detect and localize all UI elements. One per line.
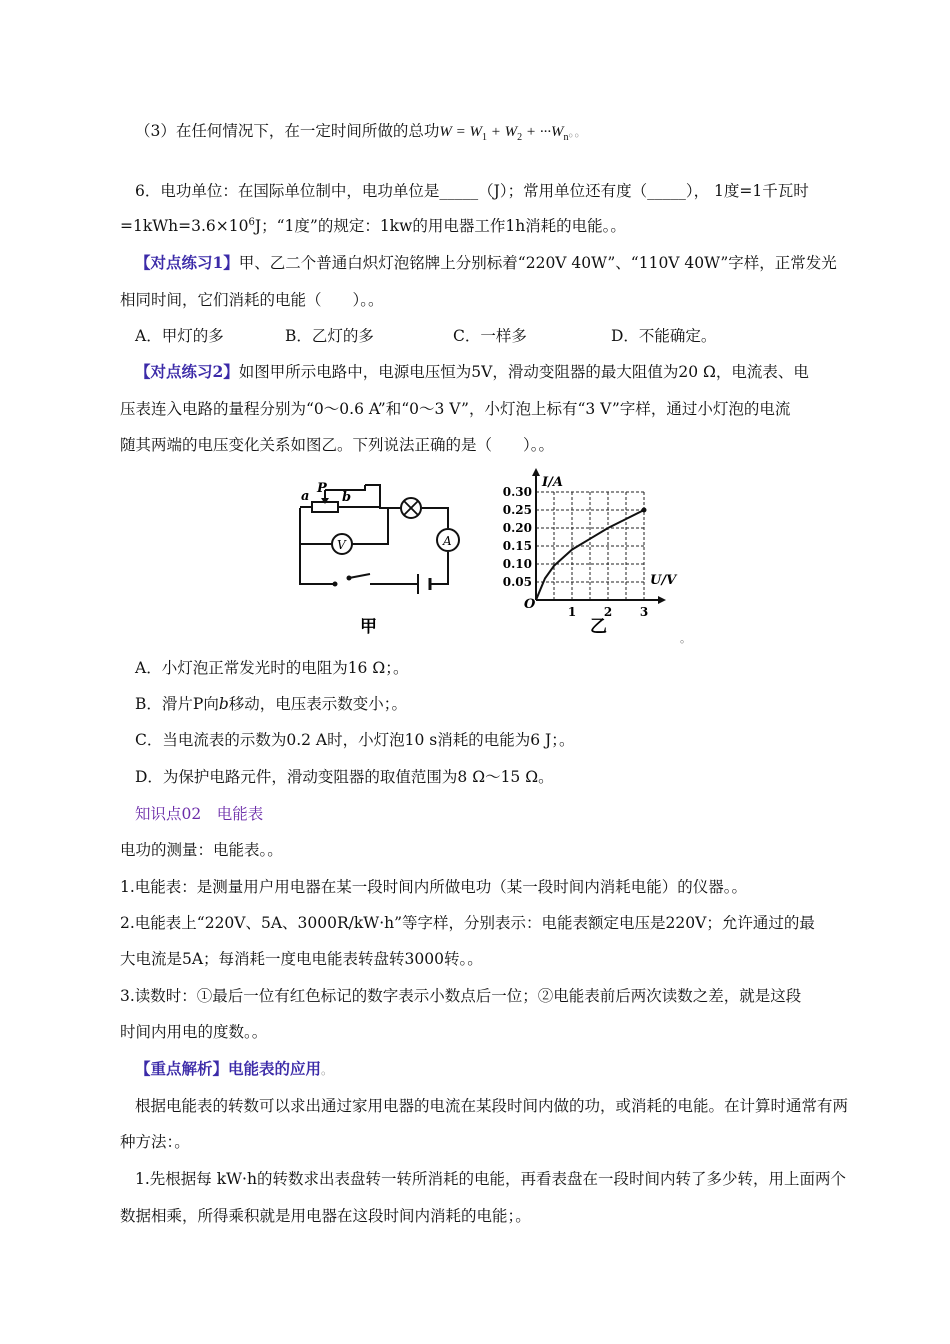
exercise1-tag: 【对点练习1】 <box>135 253 239 272</box>
key-analysis-line1: 根据电能表的转数可以求出通过家用电器的电流在某段时间内做的功，或消耗的电能。在计算时通常有两 <box>135 1097 849 1115</box>
exercise2-line2: 压表连入电路的量程分别为“0～0.6 A”和“0～3 V”，小灯泡上标有“3 V”字样，通过小灯泡的电流 <box>120 400 791 418</box>
chart-grid <box>536 492 644 600</box>
y-tick-label: 0.20 <box>502 521 532 535</box>
knowledge-point-heading: 知识点02 电能表 <box>135 805 264 823</box>
label-b: b <box>342 490 352 505</box>
caption-jia: 甲 <box>360 617 377 637</box>
label-a: a <box>301 489 310 504</box>
chart-origin: O <box>524 597 536 612</box>
meter-point-3-line1: 3.读数时：①最后一位有红色标记的数字表示小数点后一位；②电能表前后两次读数之差，就是这段 <box>120 987 802 1005</box>
circuit-diagram <box>290 470 470 640</box>
voltmeter-label: V <box>337 538 346 552</box>
unit-paragraph-line1: 6．电功单位：在国际单位制中，电功单位是_____（J）；常用单位还有度（_____）， 1度=1千瓦时 <box>135 182 809 200</box>
total-work-paragraph <box>135 120 870 149</box>
paragraph-mark: 。 <box>680 632 691 645</box>
option-d: D．不能确定。 <box>611 327 717 345</box>
total-work-formula: $W = W_1 + W_2 + \cdot\cdot\cdot W_n$ <box>439 124 569 143</box>
y-tick-label: 0.30 <box>502 485 532 499</box>
meter-point-1: 1.电能表：是测量用户用电器在某一段时间内所做电功（某一段时间内消耗电能）的仪器。。 <box>120 878 748 896</box>
x-tick-label: 1 <box>567 605 577 619</box>
method-1-line1: 1.先根据每 kW·h的转数求出表盘转一转所消耗的电能，再看表盘在一段时间内转了多少转，用上面两个 <box>135 1170 846 1188</box>
y-tick-label: 0.10 <box>502 557 532 571</box>
x-tick-label: 2 <box>603 605 613 619</box>
option-c: C．一样多 <box>453 327 527 345</box>
x-tick-label: 3 <box>639 605 649 619</box>
y-tick-label: 0.25 <box>502 503 532 517</box>
ammeter-label: A <box>443 534 452 548</box>
x-axis-arrow <box>658 596 666 604</box>
label-p: P <box>317 481 327 496</box>
y-axis-arrow <box>532 468 540 476</box>
method-1-line2: 数据相乘，所得乘积就是用电器在这段时间内消耗的电能；。 <box>120 1207 531 1225</box>
iu-chart <box>490 466 690 646</box>
exercise1-line2: 相同时间，它们消耗的电能（ ）。。 <box>120 291 384 309</box>
unit-paragraph-line2: $=1kWh=3.6\times 10^6J$；“1度”的规定：1kw的用电器工作1h消耗的电能。。 <box>120 217 626 236</box>
paragraph-mark: 。。 <box>568 125 587 139</box>
exercise1-line1: 【对点练习1】甲、乙二个普通白炽灯泡铭牌上分别标着“220V 40W”、“110V 40W”字样，正常发光 <box>135 253 837 272</box>
key-analysis-heading: 【重点解析】电能表的应用。 <box>135 1059 334 1078</box>
answer-c: C．当电流表的示数为0.2 A时，小灯泡10 s消耗的电能为6 J；。 <box>135 731 575 749</box>
chart-xlabel: U/V <box>650 573 677 588</box>
answer-b: B．滑片P向b移动，电压表示数变小；。 <box>135 695 408 713</box>
exercise2-tag: 【对点练习2】 <box>135 362 239 381</box>
chart-ylabel: I/A <box>542 475 563 490</box>
y-tick-label: 0.05 <box>502 575 532 589</box>
answer-a: A．小灯泡正常发光时的电阻为16 Ω；。 <box>135 659 409 677</box>
meter-point-2-line1: 2.电能表上“220V、5A、3000R/kW·h”等字样，分别表示：电能表额定电压是220V；允许通过的最 <box>120 914 815 932</box>
meter-point-3-line2: 时间内用电的度数。。 <box>120 1023 268 1041</box>
key-analysis-line2: 种方法：。 <box>120 1133 190 1151</box>
chart-series <box>536 508 647 601</box>
curve-endpoint <box>642 508 647 513</box>
option-b: B．乙灯的多 <box>285 327 374 345</box>
exercise2-line1: 【对点练习2】如图甲所示电路中，电源电压恒为5V，滑动变阻器的最大阻值为20 Ω，电流表、电 <box>135 362 809 381</box>
measurement-text: 电功的测量：电能表。。 <box>120 841 283 859</box>
answer-d: D．为保护电路元件，滑动变阻器的取值范围为8 Ω～15 Ω。 <box>135 768 554 786</box>
caption-yi: 乙 <box>590 617 607 637</box>
option-a: A．甲灯的多 <box>135 327 224 345</box>
exercise1-options <box>135 325 870 347</box>
meter-point-2-line2: 大电流是5A；每消耗一度电电能表转盘转3000转。。 <box>120 950 483 968</box>
y-tick-label: 0.15 <box>502 539 532 553</box>
total-work-text: （3）在任何情况下，在一定时间所做的总功 <box>135 122 440 140</box>
exercise2-line3: 随其两端的电压变化关系如图乙。下列说法正确的是（ ）。。 <box>120 436 555 454</box>
